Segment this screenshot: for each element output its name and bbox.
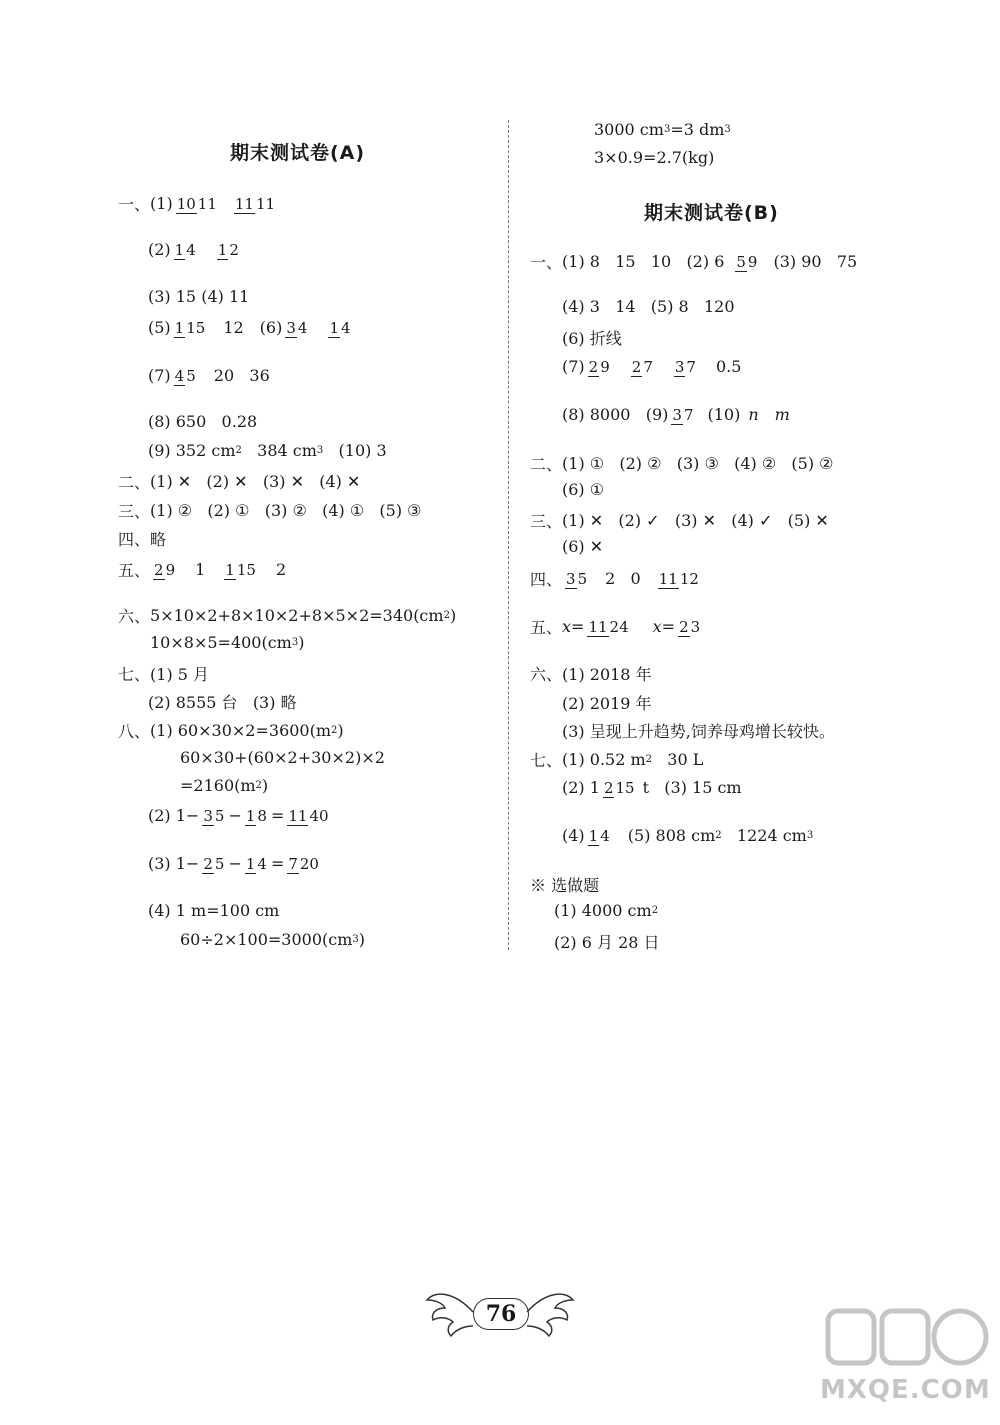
den: 4: [340, 318, 351, 337]
watermark-text: MXQE.COM: [820, 1375, 991, 1405]
text: (8) 8000 (9): [562, 405, 669, 424]
text: 1224 cm: [721, 826, 807, 845]
b-q1-l3: (6) 折线: [562, 329, 622, 348]
num: 10: [176, 194, 196, 213]
q-label: 三、: [118, 502, 151, 521]
exp: 2: [255, 780, 262, 791]
a-q3: [118, 499, 422, 522]
a-q8-l3: [180, 776, 268, 795]
fraction: [245, 856, 268, 872]
item-no: (7): [148, 366, 171, 385]
exp: 2: [235, 445, 242, 456]
q-label: 二、: [530, 455, 563, 474]
b-q2-l2: (6) ①: [562, 480, 605, 499]
a-q2: [118, 470, 360, 493]
fraction: [587, 619, 629, 635]
den: 11: [255, 194, 276, 213]
fraction: [285, 320, 308, 336]
text: =3 dm: [670, 120, 725, 139]
item-no: (5): [148, 318, 171, 337]
q-label: 七、: [530, 751, 563, 770]
text: (3) 1−: [148, 854, 200, 873]
fraction: [588, 828, 611, 844]
fraction: [174, 320, 207, 336]
exp: 2: [331, 725, 338, 736]
a-q8-l2: 60×30+(60×2+30×2)×2: [180, 748, 385, 767]
text: (3) 90 75: [773, 252, 858, 271]
num: 11: [658, 569, 678, 588]
a-q7-l1: [118, 662, 209, 685]
text: t (3) 15 cm: [642, 778, 742, 797]
var-m: m: [774, 405, 790, 424]
text: ): [358, 930, 366, 949]
a-q4: [118, 527, 166, 550]
a-q5: [118, 558, 286, 581]
num: 1: [245, 806, 256, 825]
text: (2) 1: [562, 778, 600, 797]
a-q1-p7: [148, 366, 270, 385]
a-q1-p3: (3) 15 (4) 11: [148, 287, 250, 306]
text: =2160(m: [180, 776, 256, 795]
text: 5×10×2+8×10×2+8×5×2=340(cm: [150, 606, 444, 625]
text: (1) ✕ (2) ✕ (3) ✕ (4) ✕: [150, 472, 361, 491]
den: 3: [690, 617, 701, 636]
den: 5: [214, 806, 225, 825]
fraction: [631, 359, 654, 375]
text: (10) 3: [323, 441, 387, 460]
item-no: (6): [259, 318, 283, 337]
operator: −: [228, 806, 242, 825]
fraction: [674, 359, 697, 375]
exp: 3: [352, 934, 359, 945]
den: 20: [299, 854, 319, 873]
exp: 2: [443, 610, 450, 621]
den: 24: [609, 617, 629, 636]
var-n: n: [748, 405, 759, 424]
den: 15: [186, 318, 206, 337]
num: 2: [679, 617, 689, 636]
value: 1: [195, 560, 206, 579]
fraction: [565, 571, 588, 587]
b-q5: [530, 615, 704, 638]
fraction: [217, 242, 240, 258]
b-q7-l1: [530, 748, 703, 771]
den: 11: [197, 194, 217, 213]
num: 3: [286, 318, 296, 337]
num: 3: [203, 806, 213, 825]
num: 3: [672, 405, 682, 424]
column-divider: [508, 120, 509, 950]
value: 0.5: [715, 357, 742, 376]
text: (2) 1−: [148, 806, 200, 825]
text: 10×8×5=400(cm: [150, 633, 292, 652]
item-no: (7): [562, 357, 585, 376]
num: 1: [588, 826, 599, 845]
b-q6-l3: (3) 呈现上升趋势,饲养母鸡增长较快。: [562, 722, 835, 741]
text: ): [298, 633, 305, 652]
a-q8-p2: [148, 806, 333, 825]
den: 15: [615, 778, 635, 797]
fraction: [234, 196, 276, 212]
den: 7: [643, 357, 653, 376]
q-label: 五、: [118, 561, 151, 580]
fraction: [671, 407, 694, 423]
value: 2: [275, 560, 287, 579]
text: ): [261, 776, 269, 795]
b-q1-p7: [562, 357, 741, 376]
num: 1: [225, 560, 235, 579]
fraction: [245, 808, 268, 824]
a-q1-p2: [148, 240, 243, 259]
q-label: 四、: [530, 570, 563, 589]
fraction: [328, 320, 351, 336]
num: 2: [603, 778, 614, 797]
a-q6-l2: [150, 633, 304, 652]
exp: 3: [316, 445, 324, 456]
q-label: 六、: [118, 607, 151, 626]
a-q8-l5: [180, 930, 365, 949]
text: (1) 8 15 10 (2) 6: [562, 252, 725, 271]
a-q1-p9: [148, 441, 387, 460]
fraction: [174, 368, 197, 384]
operator: =: [661, 617, 676, 636]
den: 5: [214, 854, 225, 873]
b-q4: [530, 567, 703, 590]
q-label: 一、: [118, 195, 151, 214]
test-b-title: 期末测试卷(B): [644, 202, 779, 224]
den: 8: [257, 806, 267, 825]
num: 7: [288, 854, 298, 873]
text: ): [449, 606, 457, 625]
exp: 2: [651, 905, 659, 916]
den: 7: [683, 405, 694, 424]
b-q2-l1: [530, 452, 834, 475]
num: 2: [203, 854, 213, 873]
b-q7-p4: [562, 826, 813, 845]
page-number: 76: [473, 1298, 529, 1330]
den: 15: [236, 560, 256, 579]
num: 11: [588, 617, 608, 636]
a-q8-l4: (4) 1 m=100 cm: [148, 901, 280, 920]
text: (1) 0.52 m: [562, 750, 646, 769]
a-q1-p5: [148, 318, 355, 337]
den: 4: [186, 240, 196, 259]
b-q6-l1: [530, 662, 652, 685]
watermark-logo: [820, 1305, 990, 1420]
b-q1-p8: [562, 405, 790, 424]
text: (1) 60×30×2=3600(m: [150, 721, 332, 740]
a-q6-l1: [118, 604, 456, 627]
num: 1: [329, 318, 339, 337]
text: 略: [150, 530, 167, 549]
var-x: x: [562, 617, 572, 636]
den: 7: [686, 357, 696, 376]
text: 60÷2×100=3000(cm: [180, 930, 353, 949]
num: 1: [217, 240, 228, 259]
test-a-title: 期末测试卷(A): [230, 142, 366, 164]
text: ): [337, 721, 344, 740]
exp: 2: [645, 754, 653, 765]
den: 5: [577, 569, 588, 588]
text: (1) 4000 cm: [554, 901, 652, 920]
exp: 3: [291, 637, 299, 648]
den: 40: [309, 806, 329, 825]
operator: =: [270, 854, 285, 873]
fraction: [287, 808, 329, 824]
b-q3-l1: [530, 509, 829, 532]
q-label: 六、: [530, 665, 563, 684]
exp: 3: [724, 124, 731, 135]
num: 2: [631, 357, 642, 376]
value: 2 0: [605, 569, 641, 588]
a-q7-l2: (2) 8555 台 (3) 略: [148, 693, 297, 712]
text: (1) 2018 年: [562, 665, 652, 684]
text: (1) ② (2) ① (3) ② (4) ① (5) ③: [150, 501, 422, 520]
text: 384 cm: [241, 441, 317, 460]
q-label: 二、: [118, 473, 151, 492]
fraction: [174, 242, 197, 258]
fraction: [153, 562, 176, 578]
operator: =: [571, 617, 585, 636]
b-q1-l2: (4) 3 14 (5) 8 120: [562, 297, 735, 316]
q-label: 七、: [118, 665, 151, 684]
a-q1-p8: (8) 650 0.28: [148, 412, 258, 431]
value: 20 36: [213, 366, 270, 385]
fraction: [588, 359, 611, 375]
q-label: 八、: [118, 722, 151, 741]
value: 12: [223, 318, 244, 337]
b-q6-l2: (2) 2019 年: [562, 694, 652, 713]
den: 9: [600, 357, 610, 376]
num: 4: [174, 366, 185, 385]
text: (10): [707, 405, 741, 424]
fraction: [202, 856, 225, 872]
a-q1-p1: [118, 192, 279, 215]
den: 12: [679, 569, 699, 588]
num: 11: [234, 194, 254, 213]
fraction: [202, 808, 225, 824]
b-q1-l1: [530, 250, 857, 273]
num: 1: [245, 854, 256, 873]
watermark-emblem-icon: [820, 1305, 990, 1375]
operator: =: [270, 806, 285, 825]
text: (9) 352 cm: [148, 441, 236, 460]
text: (1) ① (2) ② (3) ③ (4) ② (5) ②: [562, 454, 834, 473]
num: 2: [154, 560, 164, 579]
fraction: [176, 196, 218, 212]
b-q7-p2: [562, 778, 742, 797]
b-opt-l2: (2) 6 月 28 日: [554, 933, 660, 952]
text: (1) ✕ (2) ✓ (3) ✕ (4) ✓ (5) ✕: [562, 511, 829, 530]
exp: 3: [663, 124, 671, 135]
num: 11: [288, 806, 308, 825]
num: 1: [174, 318, 185, 337]
q-label: 四、: [118, 530, 151, 549]
fraction: [603, 780, 636, 796]
num: 3: [674, 357, 685, 376]
q-label: 五、: [530, 618, 563, 637]
a-q8-l1: [118, 719, 344, 742]
var-x: x: [652, 617, 662, 636]
q-label: 一、: [530, 253, 563, 272]
q-label: 三、: [530, 512, 563, 531]
den: 2: [229, 240, 239, 259]
exp: 3: [806, 830, 814, 841]
text: 30 L: [652, 750, 704, 769]
exp: 2: [715, 830, 722, 841]
text: (4): [562, 826, 585, 845]
item-no: (1): [150, 194, 173, 213]
b-top-l2: 3×0.9=2.7(kg): [594, 148, 715, 167]
fraction: [735, 254, 758, 270]
den: 9: [165, 560, 176, 579]
item-no: (2): [148, 240, 171, 259]
text: (5) 808 cm: [627, 826, 716, 845]
num: 2: [588, 357, 599, 376]
b-opt-label: ※ 选做题: [530, 876, 600, 895]
a-q8-p3: [148, 854, 323, 873]
b-q3-l2: (6) ✕: [562, 537, 604, 556]
num: 5: [736, 252, 746, 271]
num: 3: [566, 569, 576, 588]
b-top-l1: [594, 120, 731, 139]
page-footer: [425, 1282, 575, 1362]
fraction: [224, 562, 257, 578]
den: 4: [297, 318, 308, 337]
den: 9: [747, 252, 758, 271]
text: (1) 5 月: [150, 665, 210, 684]
fraction: [287, 856, 320, 872]
den: 5: [186, 366, 196, 385]
b-opt-l1: [554, 901, 658, 920]
fraction: [658, 571, 700, 587]
operator: −: [228, 854, 242, 873]
den: 4: [257, 854, 267, 873]
text: 3000 cm: [594, 120, 664, 139]
fraction: [678, 619, 701, 635]
den: 4: [600, 826, 610, 845]
num: 1: [174, 240, 185, 259]
